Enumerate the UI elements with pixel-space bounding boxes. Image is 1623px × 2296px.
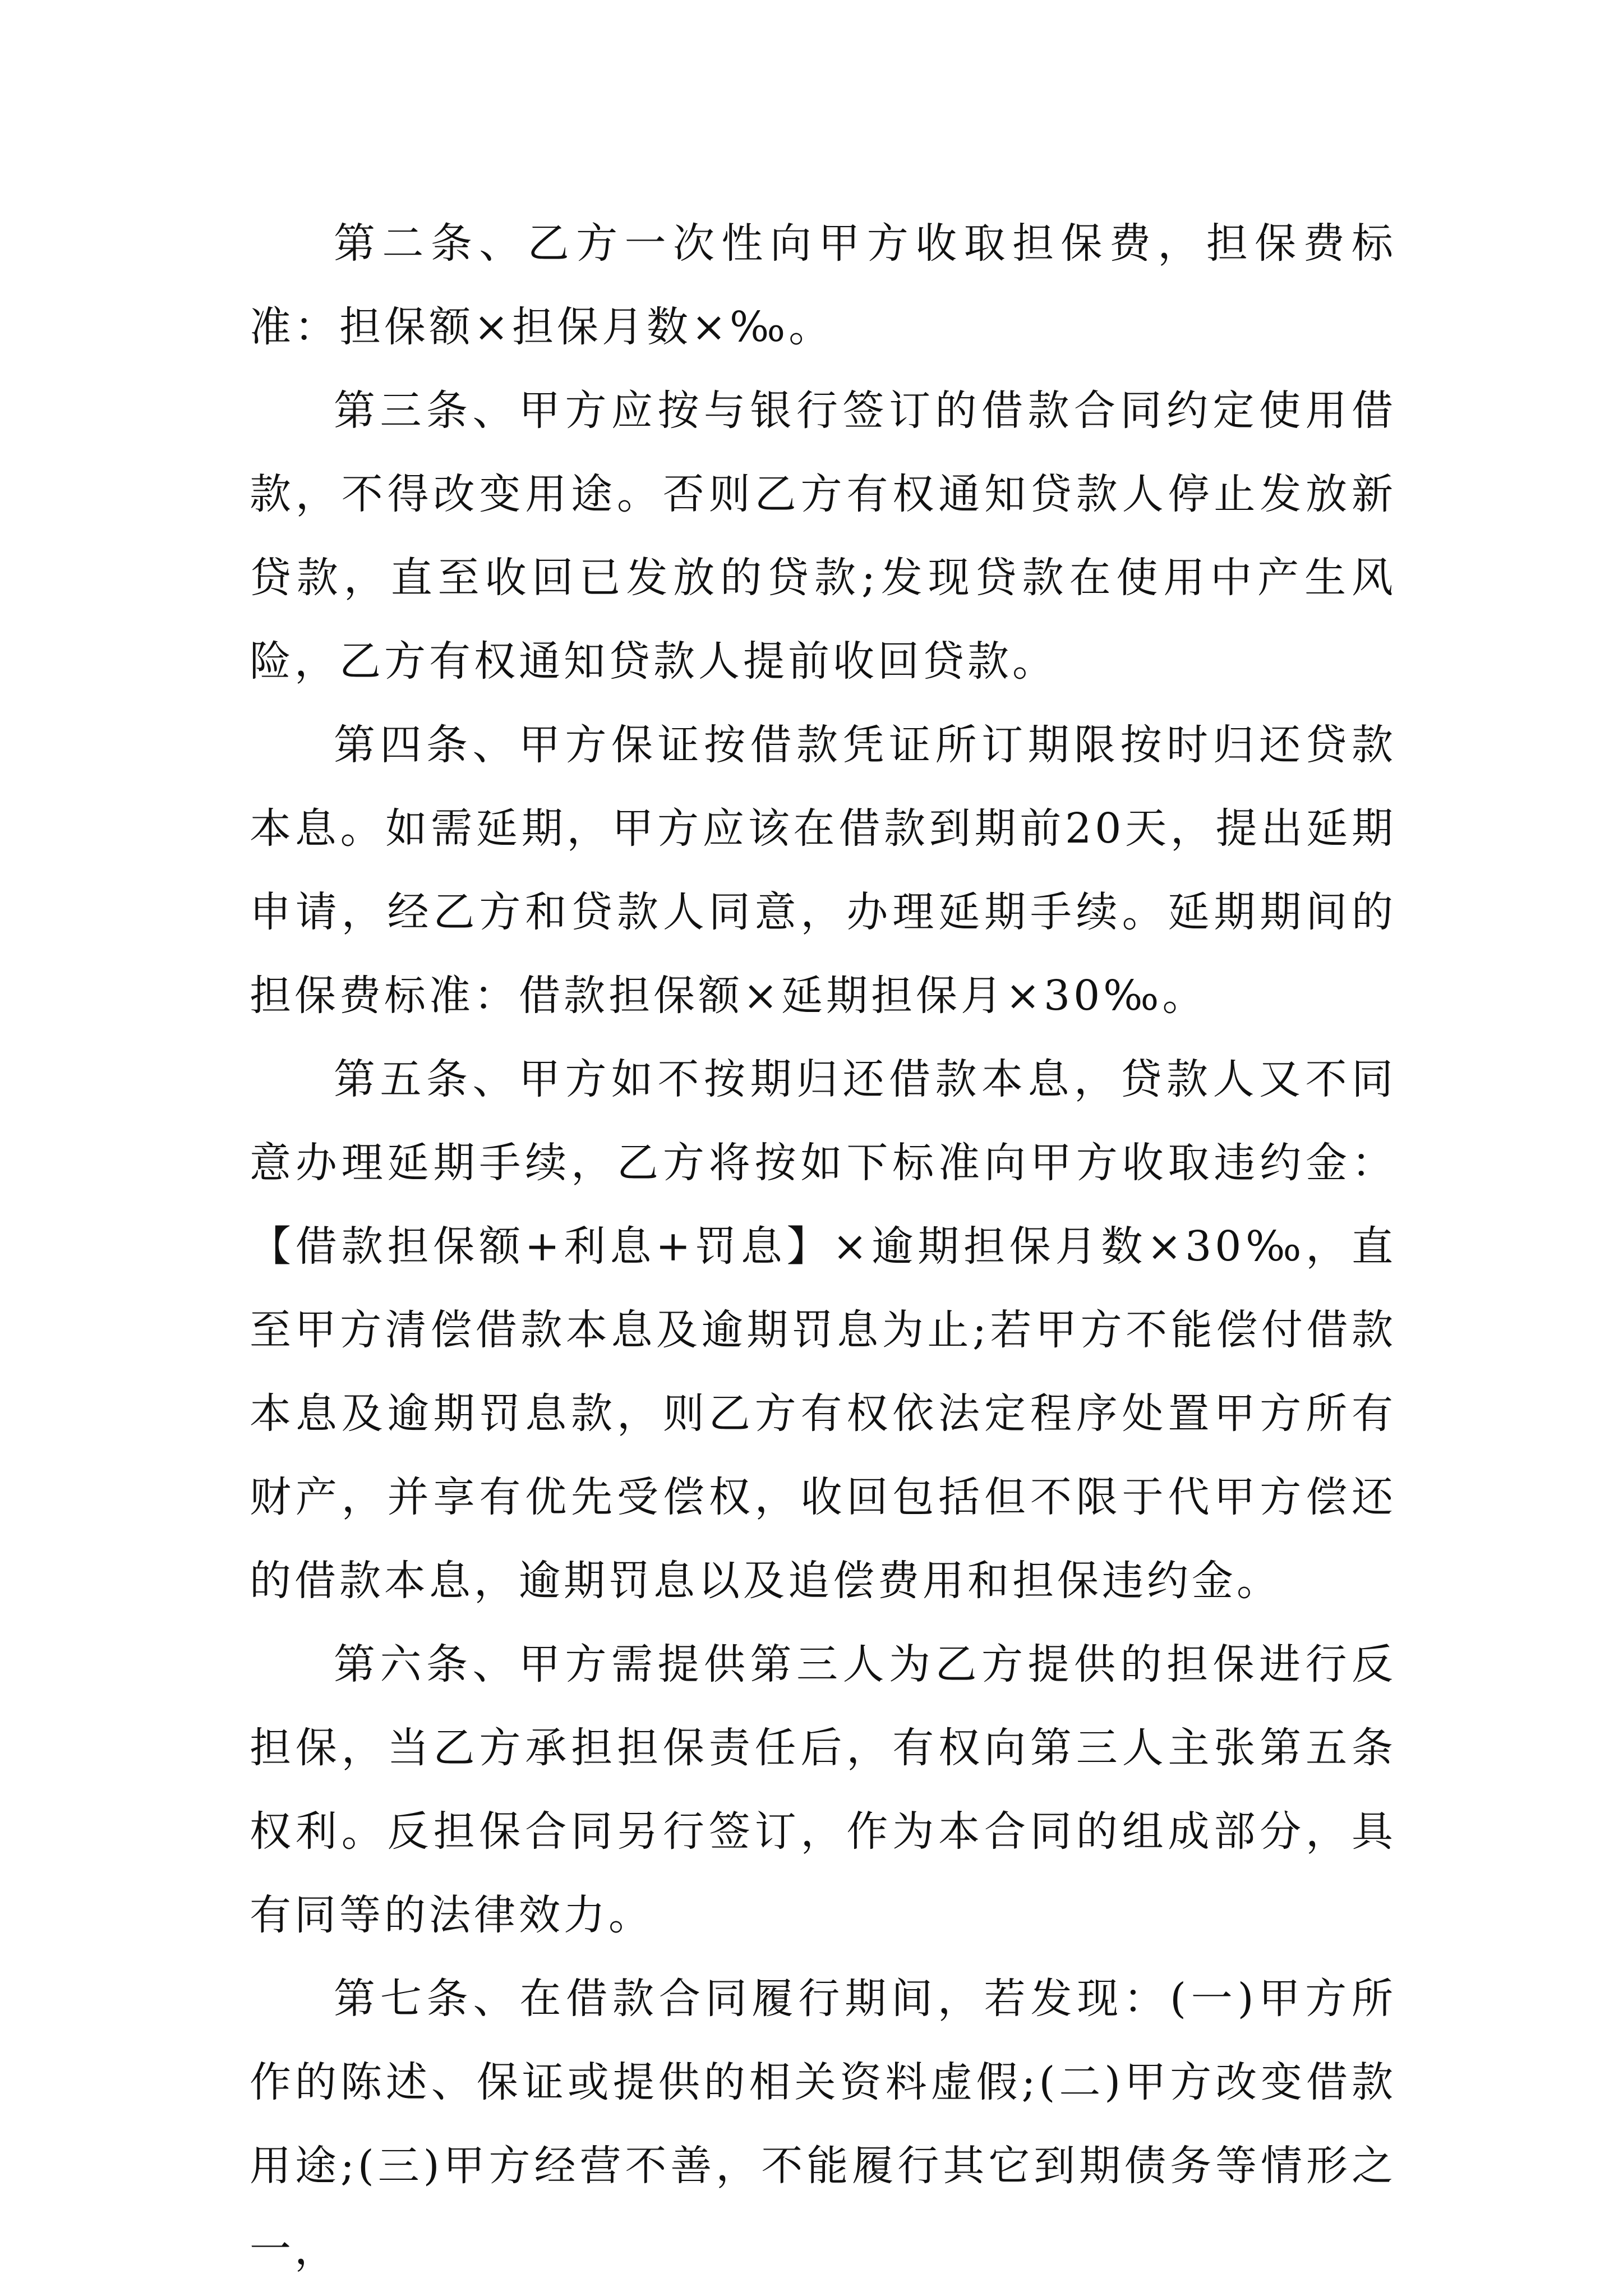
clause-4-paragraph: 第四条、甲方保证按借款凭证所订期限按时归还贷款本息。如需延期，甲方应该在借款到期前20天，提出延期申请，经乙方和贷款人同意，办理延期手续。延期期间的担保费标准：借款担保额×延期担保月×30‰。 — [250, 721, 1396, 1020]
clause-2-paragraph: 第二条、乙方一次性向甲方收取担保费，担保费标准：担保额×担保月数×‰。 — [250, 219, 1396, 351]
clause-3-paragraph: 第三条、甲方应按与银行签订的借款合同约定使用借款，不得改变用途。否则乙方有权通知贷款人停止发放新贷款，直至收回已发放的贷款;发现贷款在使用中产生风险，乙方有权通知贷款人提前收回贷款。 — [250, 386, 1396, 685]
clause-6-paragraph: 第六条、甲方需提供第三人为乙方提供的担保进行反担保，当乙方承担担保责任后，有权向第三人主张第五条权利。反担保合同另行签订，作为本合同的组成部分，具有同等的法律效力。 — [250, 1640, 1396, 1939]
document-body — [250, 202, 1396, 2292]
clause-7-paragraph: 第七条、在借款合同履行期间，若发现：(一)甲方所作的陈述、保证或提供的相关资料虚假;(二)甲方改变借款用途;(三)甲方经营不善，不能履行其它到期债务等情形之一， — [250, 1975, 1396, 2274]
clause-5-paragraph: 第五条、甲方如不按期归还借款本息，贷款人又不同意办理延期手续，乙方将按如下标准向甲方收取违约金：【借款担保额+利息+罚息】×逾期担保月数×30‰，直至甲方清偿借款本息及逾期罚息为止;若甲方不能偿付借款本息及逾期罚息款，则乙方有权依法定程序处置甲方所有财产，并享有优先受偿权，收回包括但不限于代甲方偿还的借款本息，逾期罚息以及追偿费用和担保违约金。 — [250, 1055, 1396, 1605]
